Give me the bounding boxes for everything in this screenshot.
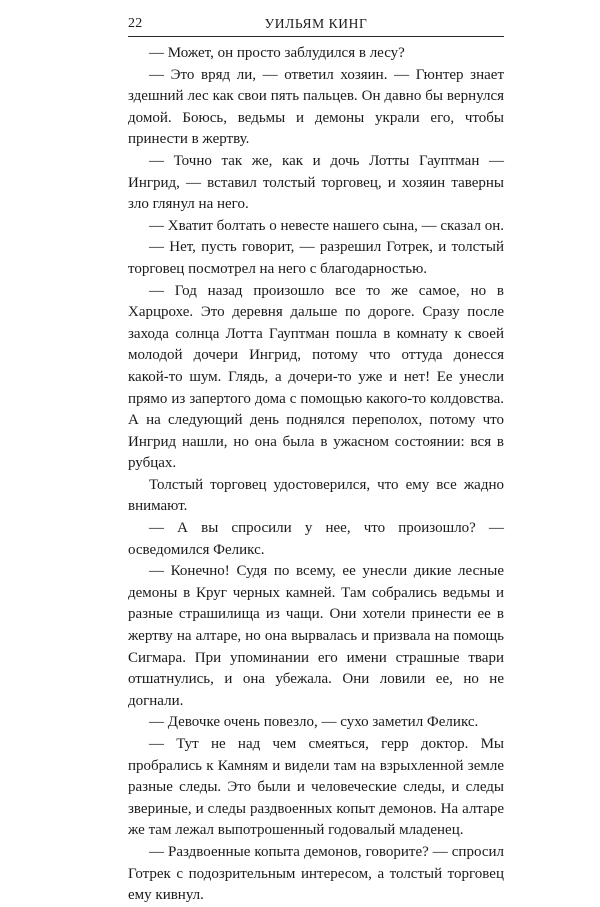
paragraph: — А вы спросили у нее, что произошло? — осведомился Феликс. xyxy=(128,520,504,558)
paragraph: — Нет, пусть говорит, — разрешил Готрек, и толстый торговец посмотрел на него с благодарностью. xyxy=(128,239,504,277)
paragraph: — Может, он просто заблудился в лесу? xyxy=(149,45,405,61)
paragraph: — Раздвоенные копыта демонов, говорите? — спросил Готрек с подозрительным интересом, а толстый торговец ему кивнул. xyxy=(128,843,504,904)
running-title: УИЛЬЯМ КИНГ xyxy=(264,16,368,31)
page-number: 22 xyxy=(128,16,143,31)
paragraph: — Год назад произошло все то же самое, но в Харцрохе. Это деревня дальше по дороге. Сразу после захода солнца Лотта Гауптман пошла в комнату к своей молодой дочери Ингрид, потому что оттуда донесся какой-то шум. Глядь, а дочери-то уже и нет! Ее унесли прямо из запертого дома с помощью какого-то колдовства. А на следующий день поднялся переполох, потому что Ингрид нашли, но она была в ужасном состоянии: вся в рубцах. xyxy=(128,282,504,472)
paragraph: — Конечно! Судя по всему, ее унесли дикие лесные демоны в Круг черных камней. Там собрались ведьмы и разные страшилища из чащи. Они хотели принести ее в жертву на алтаре, но она вырвалась и призвала на помощь Сигмара. При упоминании его имени страшные твари отшатнулись, и она убежала. Они ловили ее, но не догнали. xyxy=(128,563,504,709)
paragraph: — Девочке очень повезло, — сухо заметил Феликс. xyxy=(149,714,479,731)
page-header xyxy=(128,14,504,37)
paragraph: — Хватит болтать о невесте нашего сына, — сказал он. xyxy=(149,217,504,234)
paragraph: — Тут не над чем смеяться, герр доктор. Мы пробрались к Камням и видели там на взрыхленной земле разные следы. Это были и человеческие следы, и следы звериные, и следы раздвоенных копыт демонов. На алтаре же там лежал выпотрошенный годовалый младенец. xyxy=(128,736,504,839)
paragraph: — Это вряд ли, — ответил хозяин. — Гюнтер знает здешний лес как свои пять пальцев. Он давно бы вернулся домой. Боюсь, ведьмы и демоны украли его, чтобы принести в жертву. xyxy=(128,66,504,148)
paragraph: — Точно так же, как и дочь Лотты Гауптман — Ингрид, — вставил толстый торговец, и хозяин таверны зло глянул на него. xyxy=(128,152,504,213)
paragraph: Толстый торговец удостоверился, что ему все жадно внимают. xyxy=(128,476,504,515)
body-text xyxy=(128,43,504,907)
